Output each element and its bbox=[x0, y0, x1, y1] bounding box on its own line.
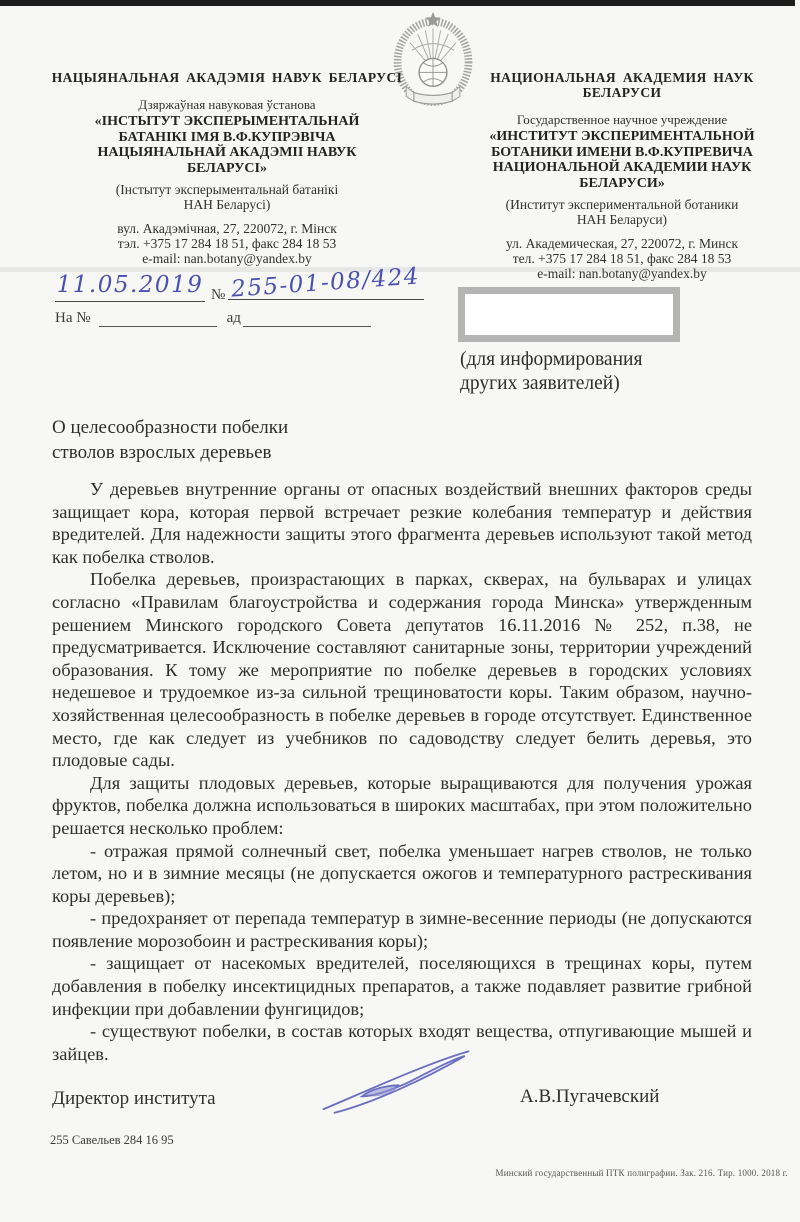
print-house-note: Минский государственный ПТК полиграфии. Зак. 216. Тир. 1000. 2018 г. bbox=[495, 1168, 788, 1178]
institute-name-line: НАЦИОНАЛЬНОЙ АКАДЕМИИ НАУК bbox=[492, 160, 752, 175]
institute-name-line: «ІНСТЫТУТ ЭКСПЕРЫМЕНТАЛЬНАЙ bbox=[94, 114, 360, 129]
institute-name-line: БАТАНІКІ ІМЯ В.Ф.КУПРЭВІЧА bbox=[118, 129, 336, 145]
address-line: ул. Академическая, 27, 220072, г. Минск bbox=[505, 236, 739, 251]
institute-short-line: (Інстытут эксперыментальнай батанікі bbox=[115, 182, 339, 197]
handwritten-number: 255-01-08/424 bbox=[230, 263, 422, 303]
body-paragraph: Побелка деревьев, произрастающих в парках, скверах, на бульварах и улицах согласно «Правилам благоустройства и содержания города Минска» утвержденным решением Минского городского Совета депутатов 16.11.2016 № 252, п.38, не предусматривается. Исключение составляют санитарные зоны, территории учреждений образования. К тому же мероприятие по побелке деревьев в городских условиях недешевое и трудоемкое из-за сильной трещиноватости коры. Таким образом, научно-хозяйственная целесообразность в побелке деревьев в городе отсутствует. Единственное место, где как следует из учебников по садоводству следует белить деревья, это плодовые сады. bbox=[52, 569, 752, 771]
outgoing-number-field bbox=[228, 263, 424, 303]
institute-name-ru bbox=[448, 129, 796, 191]
number-sign: № bbox=[211, 287, 226, 303]
letterhead-belarusian bbox=[48, 70, 406, 266]
handwritten-date: 11.05.2019 bbox=[56, 272, 204, 298]
institute-name-line: БЕЛАРУСІ» bbox=[187, 160, 267, 176]
signer-title: Директор института bbox=[52, 1088, 216, 1109]
outgoing-date-field bbox=[55, 272, 205, 302]
letter-body bbox=[52, 478, 752, 1065]
signature-scribble-icon bbox=[318, 1048, 474, 1118]
address-line: вул. Акадэмічная, 27, 220072, г. Мінск bbox=[117, 221, 337, 236]
body-paragraph: Для защиты плодовых деревьев, которые выращиваются для получения урожая фруктов, побелка должна использоваться в широких масштабах, при этом положительно решается несколько проблем: bbox=[52, 772, 752, 838]
email-line: e-mail: nan.botany@yandex.by bbox=[537, 266, 707, 281]
letterhead-russian bbox=[448, 70, 796, 281]
institute-name-line: БЕЛАРУСИ» bbox=[579, 175, 665, 191]
body-bullet-paragraph: - отражая прямой солнечный свет, побелка уменьшает нагрев стволов, не только летом, но и в зимние месяцы (не допускается ожогов и температурного растрескивания коры деревьев); bbox=[52, 840, 752, 906]
ref-ad-label: ад bbox=[226, 310, 241, 326]
institute-name-line: «ИНСТИТУТ ЭКСПЕРИМЕНТАЛЬНОЙ bbox=[489, 129, 755, 144]
org-type-ru: Государственное научное учреждение bbox=[516, 112, 728, 127]
incoming-reference-row bbox=[55, 310, 371, 327]
institute-short-line: НАН Беларуси) bbox=[576, 212, 668, 227]
subject-line: О целесообразности побелки стволов взрослых деревьев bbox=[52, 417, 289, 463]
email-line: e-mail: nan.botany@yandex.by bbox=[142, 251, 312, 266]
contact-block-by bbox=[48, 221, 406, 266]
phone-line: тэл. +375 17 284 18 51, факс 284 18 53 bbox=[117, 236, 337, 251]
ref-na-blank-line bbox=[99, 311, 217, 327]
institute-short-name-by bbox=[48, 182, 406, 212]
institute-short-line: НАН Беларусі) bbox=[183, 197, 271, 212]
body-paragraph: У деревьев внутренние органы от опасных воздействий внешних факторов среды защищает кора, которая первой встречает резкие колебания температур и действия вредителей. Для надежности защиты этого фрагмента деревьев используют такой метод как побелка стволов. bbox=[52, 479, 752, 567]
ref-ad-blank-line bbox=[243, 311, 371, 327]
phone-line: тел. +375 17 284 18 51, факс 284 18 53 bbox=[512, 251, 732, 266]
contact-block-ru bbox=[448, 236, 796, 281]
signer-name: А.В.Пугачевский bbox=[520, 1086, 660, 1107]
academy-title-ru: НАЦИОНАЛЬНАЯ АКАДЕМИЯ НАУК БЕЛАРУСИ bbox=[490, 70, 754, 100]
institute-short-line: (Институт экспериментальной ботаники bbox=[505, 197, 739, 212]
body-bullet-paragraph: - защищает от насекомых вредителей, поселяющихся в трещинах коры, путем добавления в побелку инсектицидных препаратов, а также подавляет развитие грибной инфекции при добавлении фунгицидов; bbox=[52, 953, 752, 1019]
scan-edge-bar bbox=[0, 0, 795, 6]
org-type-by: Дзяржаўная навуковая ўстанова bbox=[138, 97, 316, 112]
institute-name-line: НАЦЫЯНАЛЬНАЙ АКАДЭМІІ НАВУК bbox=[97, 145, 357, 160]
ref-na-label: На № bbox=[55, 310, 91, 326]
executor-note: 255 Савельев 284 16 95 bbox=[50, 1133, 174, 1147]
info-note: (для информирования других заявителей) bbox=[460, 349, 643, 394]
institute-name-by bbox=[48, 114, 406, 176]
academy-title-by: НАЦЫЯНАЛЬНАЯ АКАДЭМІЯ НАВУК БЕЛАРУСІ bbox=[51, 70, 403, 85]
institute-short-name-ru bbox=[448, 197, 796, 227]
body-bullet-paragraph: - предохраняет от перепада температур в зимне-весенние периоды (не допускаются появление морозобоин и растрескивания коры); bbox=[52, 908, 752, 951]
body-bullet-paragraph: - существуют побелки, в состав которых входят вещества, отпугивающие мышей и зайцев. bbox=[52, 1021, 752, 1064]
institute-name-line: БОТАНИКИ ИМЕНИ В.Ф.КУПРЕВИЧА bbox=[491, 144, 753, 160]
addressee-redaction-box bbox=[458, 287, 680, 342]
